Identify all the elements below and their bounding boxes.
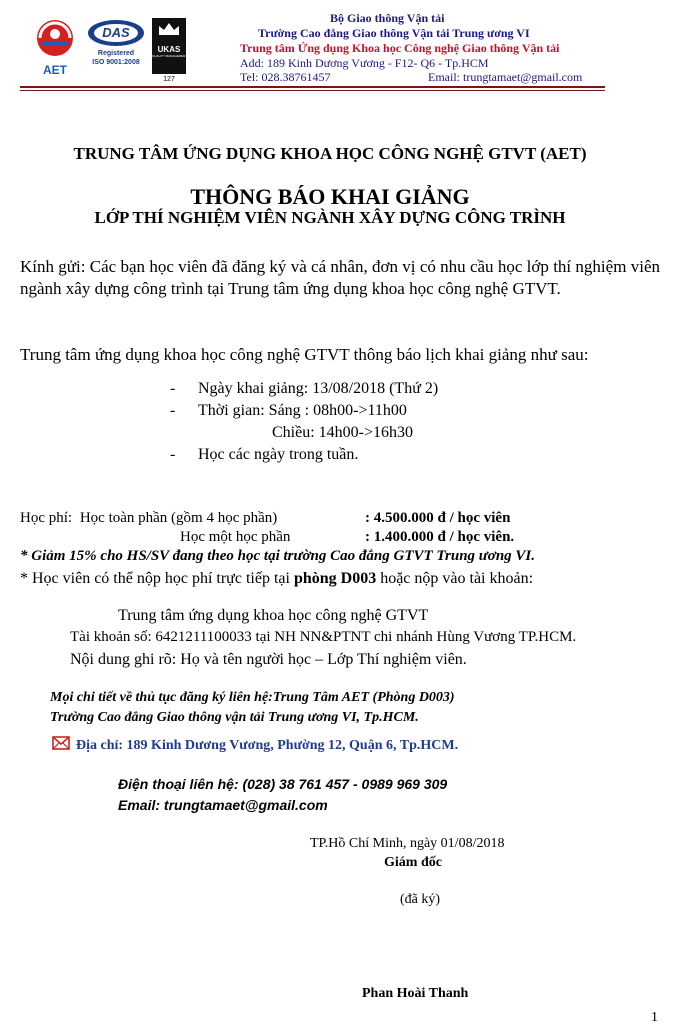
account-content: Nội dung ghi rõ: Họ và tên người học – Lớp Thí nghiệm viên. [70,651,467,668]
contact-address-row [52,736,458,754]
schedule-time-morning: - Thời gian: Sáng : 08h00->11h00 [170,402,407,419]
header-tel: Tel: 028.38761457 [240,70,331,84]
list-dash: - [170,402,176,419]
contact-line-1: Mọi chi tiết về thủ tục đăng ký liên hệ:Trung Tâm AET (Phòng D003) [50,690,455,705]
ukas-logo-sub: QUALITY MANAGEMENT [152,54,188,58]
signature-role: Giám đốc [384,855,442,870]
das-registered: Registered [97,50,135,57]
schedule-time-afternoon: Chiều: 14h00->16h30 [272,424,414,441]
account-name: Trung tâm ứng dụng khoa học công nghệ GTVT [118,607,429,624]
fee-one-price: : 1.400.000 đ / học viên. [365,529,515,545]
fee-label: Học phí: [20,510,73,526]
contact-line-2: Trường Cao đẳng Giao thông vận tải Trung ương VI, Tp.HCM. [50,710,419,725]
crown-icon [152,18,186,40]
fee-full-course-label: Học toàn phần (gồm 4 học phần) [79,510,278,526]
fee-discount: * Giảm 15% cho HS/SV đang theo học tại trường Cao đẳng GTVT Trung ương VI. [20,548,536,564]
fee-one-module-label: Học một học phần [180,529,291,545]
header-email: Email: trungtamaet@gmail.com [428,70,583,84]
contact-email: Email: trungtamaet@gmail.com [118,797,328,813]
header-divider [20,86,605,88]
greeting-paragraph: Kính gửi: Các bạn học viên đã đăng ký và cá nhân, đơn vị có nhu cầu học lớp thí nghiệm viên ngành xây dựng công trình tại Trung tâm ứng dụng khoa học công nghệ GTVT. [20,257,660,298]
signature-name: Phan Hoài Thanh [362,986,469,1001]
header-center: Trung tâm Ứng dụng Khoa học Công nghệ Giao thông Vận tải [240,41,560,55]
ukas-logo-number: 127 [163,76,175,83]
das-logo [86,18,146,70]
list-dash: - [170,446,176,463]
fee-full-course [20,510,277,527]
das-logo-text: DAS [102,25,130,40]
signature-place-date: TP.Hồ Chí Minh, ngày 01/08/2018 [310,836,505,851]
aet-logo [30,18,80,77]
aet-logo-mark [30,18,80,58]
aet-logo-text: AET [43,63,67,77]
ukas-logo-text: UKAS [157,45,181,54]
list-dash: - [170,380,176,397]
contact-phone: Điện thoại liên hệ: (028) 38 761 457 - 0989 969 309 [118,776,448,792]
notice-title: THÔNG BÁO KHAI GIẢNG [190,184,470,209]
fee-full-price: : 4.500.000 đ / học viên [365,510,511,526]
das-iso: ISO 9001:2008 [92,59,140,66]
header-college: Trường Cao đẳng Giao thông Vận tải Trung ương VI [258,26,530,40]
contact-address: Địa chỉ: 189 Kinh Dương Vương, Phường 12, Quận 6, Tp.HCM. [76,738,459,753]
notice-subtitle: LỚP THÍ NGHIỆM VIÊN NGÀNH XÂY DỰNG CÔNG TRÌNH [94,208,566,227]
org-title: TRUNG TÂM ỨNG DỤNG KHOA HỌC CÔNG NGHỆ GTVT (AET) [73,144,587,163]
header-divider-thin [20,90,605,91]
fee-payment-note: * Học viên có thể nộp học phí trực tiếp tại phòng D003 hoặc nộp vào tài khoản: [20,570,534,587]
schedule-days: - Học các ngày trong tuần. [170,446,359,463]
ukas-logo [152,18,188,83]
schedule-start-date: - Ngày khai giảng: 13/08/2018 (Thứ 2) [170,380,439,397]
signature-signed: (đã ký) [400,892,441,907]
payment-room: phòng D003 [293,570,377,587]
header-address: Add: 189 Kinh Dương Vương - F12- Q6 - Tp.HCM [240,56,489,70]
header-ministry: Bộ Giao thông Vận tải [330,11,445,25]
page-number: 1 [651,1010,658,1025]
envelope-icon [52,736,70,750]
account-number: Tài khoản số: 6421211100033 tại NH NN&PTNT chi nhánh Hùng Vương TP.HCM. [70,629,577,645]
intro-paragraph: Trung tâm ứng dụng khoa học công nghệ GTVT thông báo lịch khai giảng như sau: [20,345,589,364]
